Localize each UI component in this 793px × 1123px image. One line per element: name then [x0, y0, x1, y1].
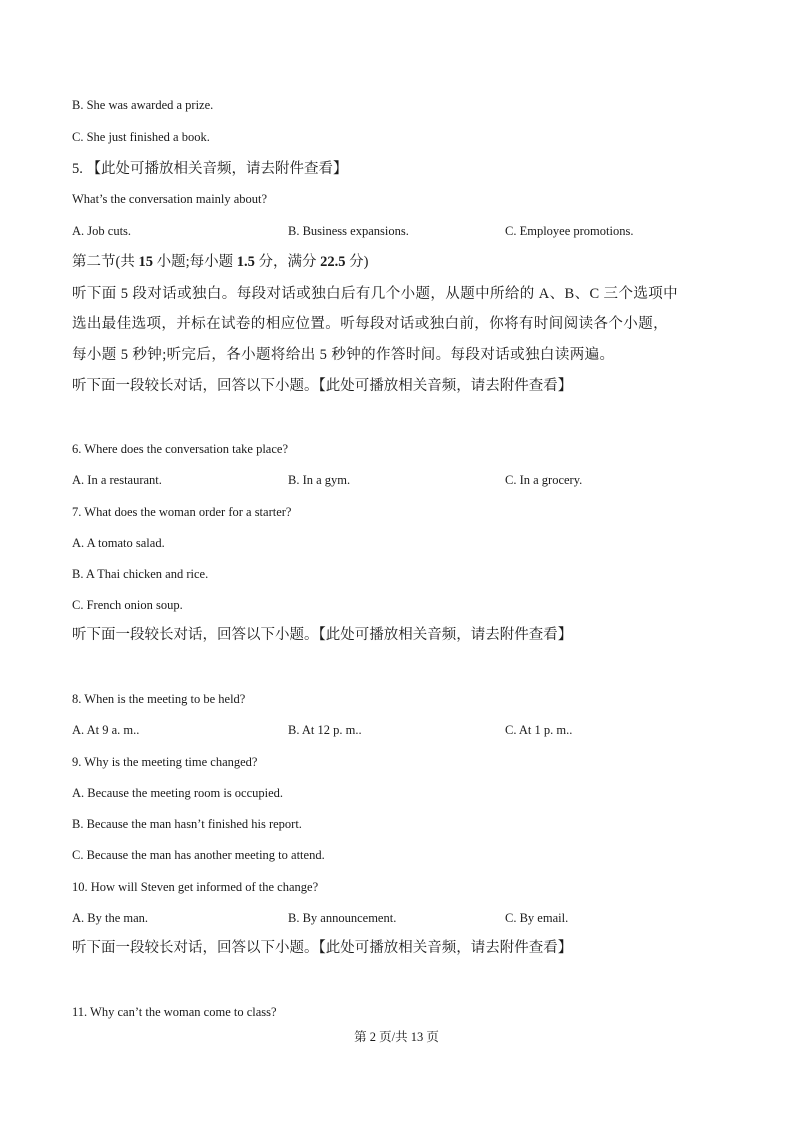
option-4c: C. She just finished a book.: [72, 130, 210, 144]
instructions-line-3: 每小题 5 秒钟;听完后，各小题将给出 5 秒钟的作答时间。每段对话或独白读两遍。: [72, 347, 615, 363]
section-2-heading: [72, 253, 368, 271]
section-2-prefix: 第二节(共: [72, 254, 139, 270]
option-4b: B. She was awarded a prize.: [72, 98, 214, 112]
option-10c: C. By email.: [505, 911, 569, 925]
option-10b: B. By announcement.: [288, 911, 397, 925]
section-2-points-each: 1.5: [236, 254, 255, 270]
option-6c: C. In a grocery.: [505, 473, 583, 487]
option-6a: A. In a restaurant.: [72, 473, 162, 487]
instructions-line-2: 选出最佳选项，并标在试卷的相应位置。听每段对话或独白前，你将有时间阅读各个小题，: [72, 316, 668, 332]
question-8: 8. When is the meeting to be held?: [72, 692, 246, 706]
question-7: 7. What does the woman order for a starter?: [72, 505, 292, 519]
option-7b: B. A Thai chicken and rice.: [72, 567, 209, 581]
question-11: 11. Why can’t the woman come to class?: [72, 1005, 277, 1019]
listen-prompt-3[interactable]: 听下面一段较长对话，回答以下小题。【此处可播放相关音频，请去附件查看】: [72, 940, 573, 956]
option-10a: A. By the man.: [72, 911, 149, 925]
question-10: 10. How will Steven get informed of the change?: [72, 880, 319, 894]
listen-prompt-2[interactable]: 听下面一段较长对话，回答以下小题。【此处可播放相关音频，请去附件查看】: [72, 627, 573, 643]
instructions-line-1: 听下面 5 段对话或独白。每段对话或独白后有几个小题，从题中所给的 A、B、C 三个选项中: [72, 286, 679, 302]
section-2-mid2: 分，满分: [254, 254, 321, 270]
option-7a: A. A tomato salad.: [72, 536, 165, 550]
option-9c: C. Because the man has another meeting to attend.: [72, 848, 325, 862]
section-2-suffix: 分): [345, 254, 369, 270]
option-6b: B. In a gym.: [288, 473, 351, 487]
section-2-total: 22.5: [320, 254, 346, 270]
audio-placeholder-5[interactable]: 5. 【此处可播放相关音频，请去附件查看】: [72, 161, 348, 177]
question-9: 9. Why is the meeting time changed?: [72, 755, 258, 769]
option-8c: C. At 1 p. m..: [505, 723, 573, 737]
option-5c: C. Employee promotions.: [505, 224, 634, 238]
option-8b: B. At 12 p. m..: [288, 723, 362, 737]
question-5-stem: What’s the conversation mainly about?: [72, 192, 268, 206]
option-8a: A. At 9 a. m..: [72, 723, 140, 737]
page-footer: 第 2 页/共 13 页: [354, 1030, 439, 1044]
section-2-mid1: 小题;每小题: [152, 254, 237, 270]
listen-prompt-1[interactable]: 听下面一段较长对话，回答以下小题。【此处可播放相关音频，请去附件查看】: [72, 378, 573, 394]
option-5a: A. Job cuts.: [72, 224, 132, 238]
option-5b: B. Business expansions.: [288, 224, 409, 238]
option-9a: A. Because the meeting room is occupied.: [72, 786, 284, 800]
option-9b: B. Because the man hasn’t finished his report.: [72, 817, 302, 831]
question-6: 6. Where does the conversation take place?: [72, 442, 288, 456]
section-2-count: 15: [138, 254, 153, 270]
option-7c: C. French onion soup.: [72, 598, 183, 612]
